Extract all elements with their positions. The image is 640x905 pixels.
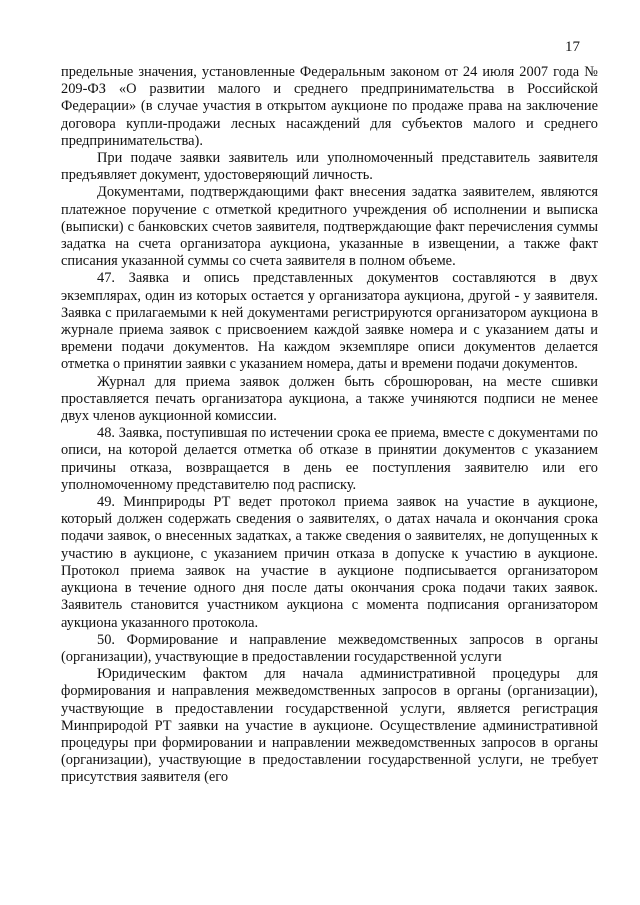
paragraph-48: 48. Заявка, поступившая по истечении срока ее приема, вместе с документами по описи, на которой делается отметка об отказе в принятии документов с указанием причины отказа, возвращается в день ее поступления заявителю или его уполномоченному представителю под расписку.	[61, 425, 598, 493]
paragraph-journal: Журнал для приема заявок должен быть сброшюрован, на месте сшивки проставляется печать организатора аукциона, а также учиняются подписи не менее двух членов аукционной комиссии.	[61, 373, 598, 425]
paragraph-legal-fact: Юридическим фактом для начала административной процедуры для формирования и направления межведомственных запросов в органы (организации), участвующие в предоставлении государственной услуги, является регистрация Минприродой РТ заявки на участие в аукционе. Осуществление административной процедуры при формировании и направлении межведомственных запросов в органы (организации), участвующие в предоставлении государственной услуги, не требует присутствия заявителя (его	[61, 666, 598, 786]
paragraph-47: 47. Заявка и опись представленных документов составляются в двух экземплярах, один из которых остается у организатора аукциона, другой - у заявителя. Заявка с прилагаемыми к ней документами регистрируются организатором аукциона в журнале приема заявок с присвоением каждой заявке номера и с указанием даты и времени подачи документов. На каждом экземпляре описи документов делается отметка о принятии заявки с указанием номера, даты и времени подачи документов.	[61, 270, 598, 373]
paragraph-50: 50. Формирование и направление межведомственных запросов в органы (организации), участвующие в предоставлении государственной услуги	[61, 631, 598, 665]
page-number: 17	[565, 39, 580, 55]
paragraph-49: 49. Минприроды РТ ведет протокол приема заявок на участие в аукционе, который должен содержать сведения о заявителях, о датах начала и окончания срока подачи заявок, о внесенных задатках, а также сведения о заявителях, не допущенных к участию в аукционе, с указанием причин отказа в допуске к участию в аукционе. Протокол приема заявок на участие в аукционе подписывается организатором аукциона в течение одного дня после даты окончания срока подачи таких заявок. Заявитель становится участником аукциона с момента подписания организатором аукциона указанного протокола.	[61, 494, 598, 631]
document-body	[61, 64, 598, 787]
paragraph-3: Документами, подтверждающими факт внесения задатка заявителем, являются платежное поручение с отметкой кредитного учреждения об исполнении и выписка (выписки) с банковских счетов заявителя, подтверждающие факт перечисления суммы задатка на счета организатора аукциона, указанные в извещении, а также факт списания указанной суммы со счета заявителя в полном объеме.	[61, 184, 598, 270]
paragraph-2: При подаче заявки заявитель или уполномоченный представитель заявителя предъявляет документ, удостоверяющий личность.	[61, 150, 598, 184]
paragraph-1: предельные значения, установленные Федеральным законом от 24 июля 2007 года № 209-ФЗ «О развитии малого и среднего предпринимательства в Российской Федерации» (в случае участия в открытом аукционе по продаже права на заключение договора купли-продажи лесных насаждений для субъектов малого и среднего предпринимательства).	[61, 64, 598, 149]
